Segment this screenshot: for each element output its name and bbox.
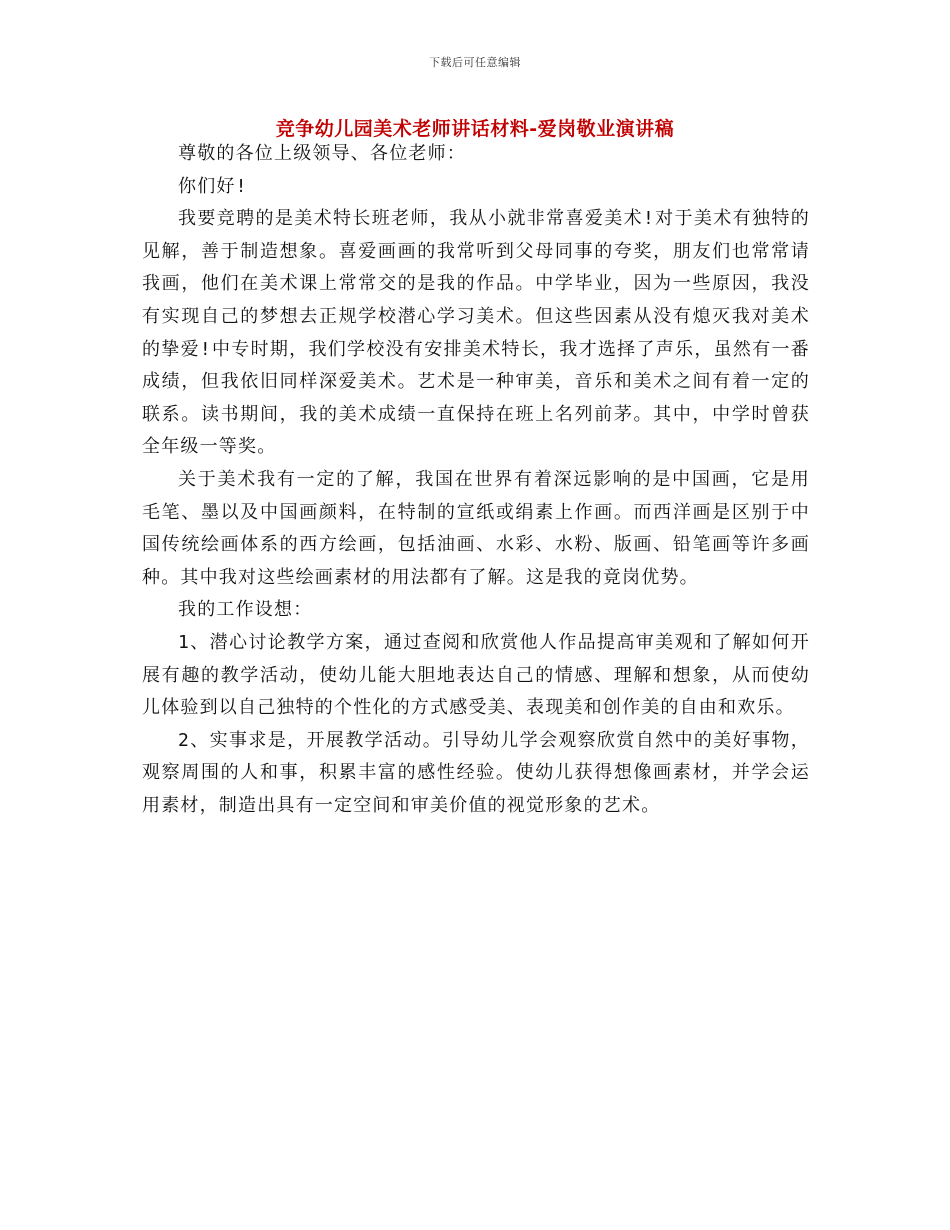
document-title: 竞争幼儿园美术老师讲话材料-爱岗敬业演讲稿 [275, 118, 675, 140]
paragraph-knowledge: 关于美术我有一定的了解，我国在世界有着深远影响的是中国画，它是用毛笔、墨以及中国画颜料，在特制的宣纸或绢素上作画。而西洋画是区别于中国传统绘画体系的西方绘画，包括油画、水彩、水粉、版画、铅笔画等许多画种。其中我对这些绘画素材的用法都有了解。这是我的竟岗优势。 [142, 468, 810, 588]
paragraph-plan-item-1: 1、潜心讨论教学方案，通过查阅和欣赏他人作品提高审美观和了解如何开展有趣的教学活动，使幼儿能大胆地表达自己的情感、理解和想象，从而使幼儿体验到以自己独特的个性化的方式感受美、表现美和创作美的自由和欢乐。 [142, 631, 810, 719]
paragraph-plan-heading: 我的工作设想： [178, 599, 313, 621]
paragraph-salutation: 尊敬的各位上级领导、各位老师： [178, 143, 466, 164]
header-note: 下载后可任意编辑 [429, 56, 521, 69]
paragraph-plan-item-2: 2、实事求是，开展教学活动。引导幼儿学会观察欣赏自然中的美好事物，观察周围的人和事，积累丰富的感性经验。使幼儿获得想像画素材，并学会运用素材，制造出具有一定空间和审美价值的视觉形象的艺术。 [142, 729, 810, 816]
document-body [142, 138, 810, 822]
paragraph-greeting: 你们好! [178, 175, 248, 197]
paragraph-background: 我要竞聘的是美术特长班老师，我从小就非常喜爱美术!对于美术有独特的见解，善于制造想象。喜爱画画的我常听到父母同事的夸奖，朋友们也常常请我画，他们在美术课上常常交的是我的作品。中学毕业，因为一些原因，我没有实现自己的梦想去正规学校潜心学习美术。但这些因素从没有熄灭我对美术的挚爱!中专时期，我们学校没有安排美术特长，我才选择了声乐，虽然有一番成绩，但我依旧同样深爱美术。艺术是一种审美，音乐和美术之间有着一定的联系。读书期间，我的美术成绩一直保持在班上名列前茅。其中，中学时曾获全年级一等奖。 [142, 208, 810, 458]
